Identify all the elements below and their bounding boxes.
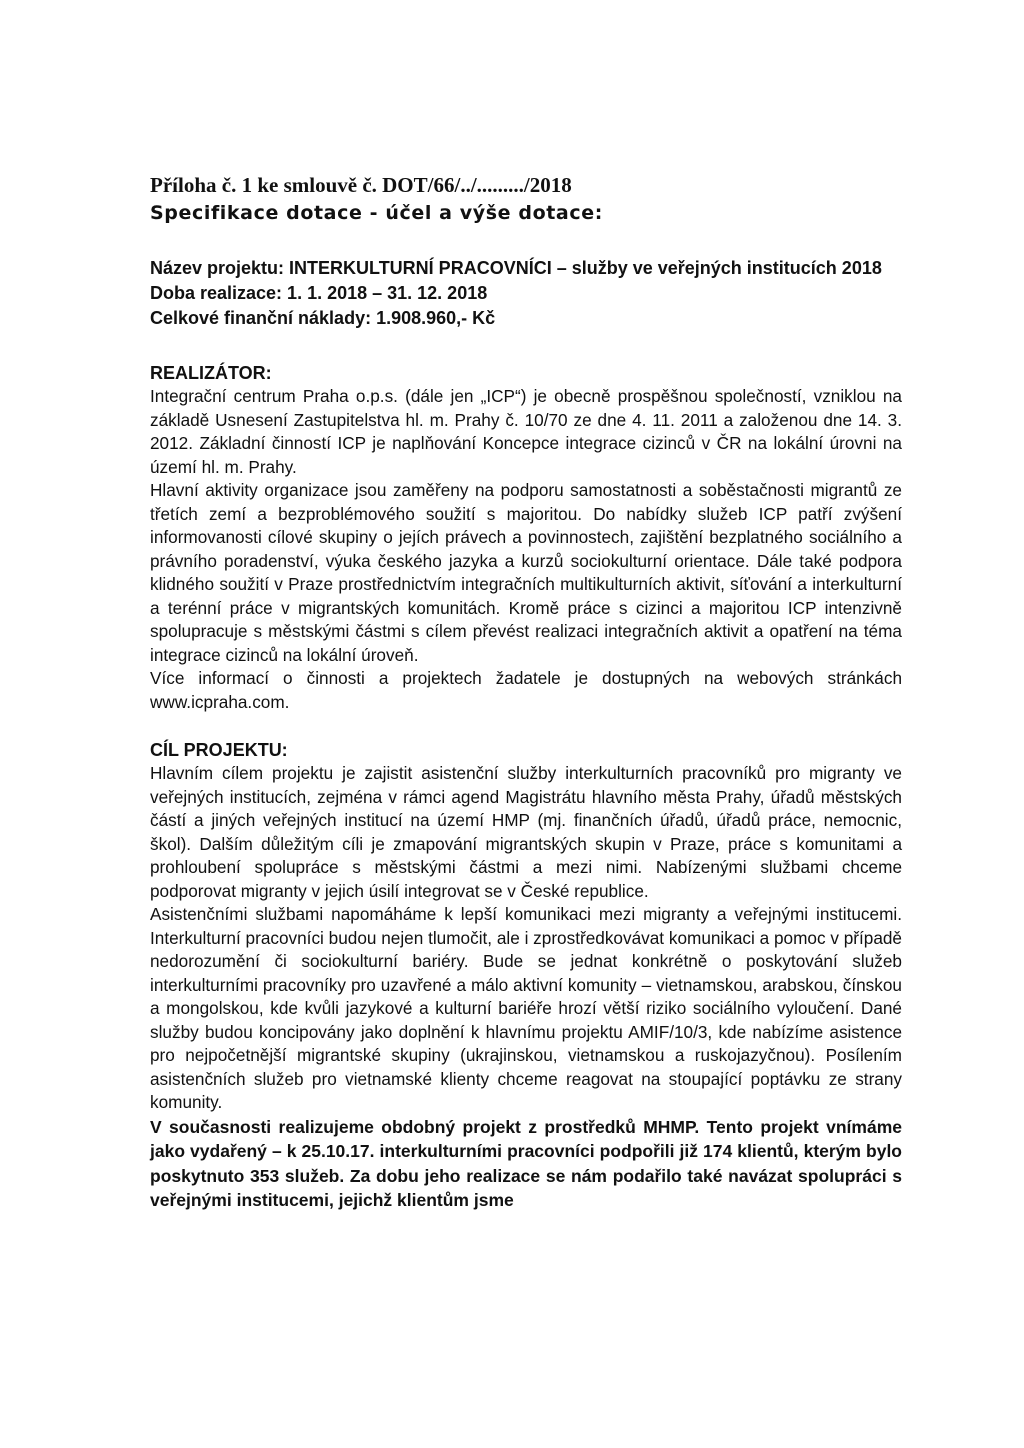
realizator-paragraph: Integrační centrum Praha o.p.s. (dále jen „ICP“) je obecně prospěšnou společností, vzniklou na základě Usnesení Zastupitelstva hl. m. Prahy č. 10/70 ze dne 4. 11. 2011 a založenou dne 14. 3. 2012. Základní činností ICP je naplňování Koncepce integrace cizinců v ČR na lokální úrovni na území hl. m. Prahy. bbox=[150, 386, 902, 477]
project-meta bbox=[150, 256, 902, 331]
realizator-paragraph: Více informací o činnosti a projektech žadatele je dostupných na webových stránkách www.icpraha.com. bbox=[150, 668, 902, 712]
goal-bold-paragraph: V současnosti realizujeme obdobný projekt z prostředků MHMP. Tento projekt vnímáme jako vydařený – k 25.10.17. interkulturními pracovníci podpořili již 174 klientů, kterým bylo poskytnuto 353 služeb. Za dobu jeho realizace se nám podařilo také navázat spolupráci s veřejnými institucemi, jejichž klientům jsme bbox=[150, 1116, 902, 1210]
realizator-heading: REALIZÁTOR: bbox=[150, 363, 272, 383]
goal-paragraph: Hlavním cílem projektu je zajistit asistenční služby interkulturních pracovníků pro migranty ve veřejných institucích, zejména v rámci agend Magistrátu hlavního města Prahy, úřadů městských částí a jiných veřejných institucí na území HMP (mj. finančních úřadů, úřadů práce, nemocnic, škol). Dalším důležitým cíli je zmapování migrantských skupin v Praze, práce s komunitami a prohloubení spolupráce s městskými částmi a mezi nimi. Nabízenými službami chceme podporovat migranty v jejich úsilí integrovat se v České republice. bbox=[150, 763, 902, 901]
project-costs: Celkové finanční náklady: 1.908.960,- Kč bbox=[150, 308, 496, 328]
goal-paragraph: Asistenčními službami napomáháme k lepší komunikaci mezi migranty a veřejnými institucemi. Interkulturní pracovníci budou nejen tlumočit, ale i zprostředkovávat komunikaci a pomoc v případě nedorozumění či sociokulturní bariéry. Bude se jednat konkrétně o poskytování služeb interkulturními pracovníky pro uzavřené a málo aktivní komunity – vietnamskou, arabskou, čínskou a mongolskou, kde kvůli jazykové a kulturní bariéře hrozí větší riziko sociálního vyloučení. Dané služby budou koncipovány jako doplnění k hlavnímu projektu AMIF/10/3, kde nabízíme asistence pro nejpočetnější migrantské skupiny (ukrajinskou, vietnamskou a ruskojazyčnou). Posílením asistenčních služeb pro vietnamské klienty chceme reagovat na stoupající poptávku ze strany komunity. bbox=[150, 904, 902, 1112]
project-period: Doba realizace: 1. 1. 2018 – 31. 12. 2018 bbox=[150, 283, 488, 303]
goal-heading: CÍL PROJEKTU: bbox=[150, 740, 288, 760]
document-page bbox=[150, 172, 902, 1213]
specification-title: Specifikace dotace - účel a výše dotace: bbox=[150, 202, 603, 224]
realizator-paragraph: Hlavní aktivity organizace jsou zaměřeny na podporu samostatnosti a soběstačnosti migrantů ze třetích zemí a bezproblémového soužití s majoritou. Do nabídky služeb ICP patří zvýšení informovanosti cílové skupiny o jejích právech a povinnostech, zajištění bezplatného sociálního a právního poradenství, výuka českého jazyka a kurzů sociokulturní orientace. Dále také podpora klidného soužití v Praze prostřednictvím integračních multikulturních aktivit, síťování a interkulturní a terénní práce v migrantských komunitách. Kromě práce s cizinci a majoritou ICP intenzivně spolupracuje s městskými částmi s cílem převést realizaci integračních aktivit a opatření na téma integrace cizinců na lokální úroveň. bbox=[150, 480, 902, 665]
annex-title: Příloha č. 1 ke smlouvě č. DOT/66/../........./2018 bbox=[150, 173, 572, 197]
project-name: Název projektu: INTERKULTURNÍ PRACOVNÍCI – služby ve veřejných institucích 2018 bbox=[150, 258, 882, 278]
